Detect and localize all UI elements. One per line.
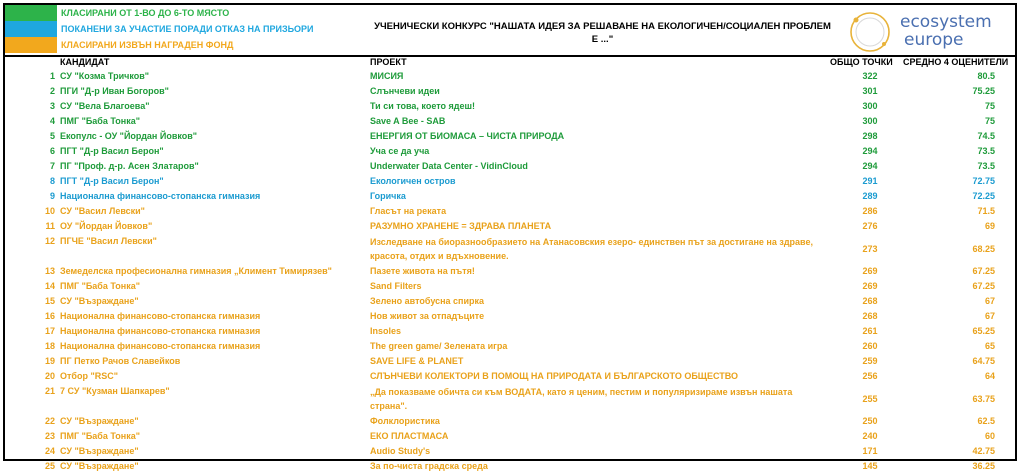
average-score-cell: 75.25 bbox=[972, 86, 995, 96]
rank-cell: 10 bbox=[44, 206, 55, 216]
table-row bbox=[5, 204, 1015, 219]
rank-cell: 11 bbox=[45, 221, 55, 231]
total-points-cell: 294 bbox=[862, 146, 878, 156]
legend-item bbox=[5, 5, 365, 21]
total-points-cell: 250 bbox=[862, 416, 878, 426]
table-row bbox=[5, 144, 1015, 159]
average-score-cell: 75 bbox=[984, 101, 995, 111]
average-score-cell: 69 bbox=[984, 221, 995, 231]
table-row bbox=[5, 264, 1015, 279]
project-cell: Пазете живота на пътя! bbox=[370, 266, 475, 276]
project-cell: ЕНЕРГИЯ ОТ БИОМАСА – ЧИСТА ПРИРОДА bbox=[370, 131, 565, 141]
project-cell: Изследване на биоразнообразието на Атанасовския езеро- единствен път за достигане на здраве, красота, отдих и вдъхновение. bbox=[370, 237, 813, 261]
table-row bbox=[5, 369, 1015, 384]
rank-cell: 2 bbox=[49, 86, 55, 96]
globe-icon bbox=[848, 10, 896, 56]
project-cell: За по-чиста градска среда bbox=[370, 461, 488, 471]
candidate-cell: ПГИ "Д-р Иван Богоров" bbox=[60, 86, 169, 96]
candidate-cell: СУ "Възраждане" bbox=[60, 416, 139, 426]
candidate-cell: Земеделска професионална гимназия „Климент Тимирязев" bbox=[60, 266, 332, 276]
rank-cell: 5 bbox=[49, 131, 55, 141]
project-cell: Горичка bbox=[370, 191, 406, 201]
rank-cell: 8 bbox=[49, 176, 55, 186]
legend-swatch bbox=[5, 37, 57, 53]
total-points-cell: 301 bbox=[862, 86, 878, 96]
average-score-cell: 72.25 bbox=[972, 191, 995, 201]
table-row bbox=[5, 414, 1015, 429]
results-sheet bbox=[3, 3, 1017, 471]
rank-cell: 16 bbox=[44, 311, 55, 321]
table-row bbox=[5, 99, 1015, 114]
candidate-cell: СУ "Възраждане" bbox=[60, 446, 139, 456]
table-row bbox=[5, 444, 1015, 459]
project-cell: Уча се да уча bbox=[370, 146, 430, 156]
table-row bbox=[5, 129, 1015, 144]
average-score-cell: 68.25 bbox=[972, 244, 995, 254]
table-row bbox=[5, 324, 1015, 339]
rank-cell: 12 bbox=[44, 236, 55, 246]
project-cell: Insoles bbox=[370, 326, 402, 336]
total-points-cell: 255 bbox=[862, 394, 878, 404]
candidate-cell: СУ "Васил Левски" bbox=[60, 206, 145, 216]
candidate-cell: СУ "Възраждане" bbox=[60, 296, 139, 306]
total-points-cell: 256 bbox=[862, 371, 878, 381]
total-points-cell: 240 bbox=[862, 431, 878, 441]
legend-swatch bbox=[5, 21, 57, 37]
average-score-cell: 36.25 bbox=[972, 461, 995, 471]
project-cell: Нов живот за отпадъците bbox=[370, 311, 485, 321]
average-score-cell: 67.25 bbox=[972, 281, 995, 291]
project-cell: SAVE LIFE & PLANET bbox=[370, 356, 464, 366]
total-points-cell: 300 bbox=[862, 116, 878, 126]
project-cell: The green game/ Зелената игра bbox=[370, 341, 508, 351]
total-points-cell: 289 bbox=[862, 191, 878, 201]
column-header-average: СРЕДНО 4 ОЦЕНИТЕЛИ bbox=[903, 57, 1009, 67]
average-score-cell: 73.5 bbox=[977, 161, 995, 171]
total-points-cell: 268 bbox=[862, 311, 878, 321]
average-score-cell: 62.5 bbox=[977, 416, 995, 426]
results-table bbox=[5, 69, 1015, 474]
candidate-cell: Екопулс - ОУ "Йордан Йовков" bbox=[60, 131, 198, 141]
project-cell: Ти си това, което ядеш! bbox=[370, 101, 475, 111]
project-cell: Екологичен остров bbox=[370, 176, 456, 186]
average-score-cell: 65 bbox=[984, 341, 995, 351]
table-row bbox=[5, 84, 1015, 99]
total-points-cell: 269 bbox=[862, 266, 878, 276]
average-score-cell: 75 bbox=[984, 116, 995, 126]
total-points-cell: 300 bbox=[862, 101, 878, 111]
average-score-cell: 64.75 bbox=[972, 356, 995, 366]
average-score-cell: 63.75 bbox=[972, 394, 995, 404]
rank-cell: 25 bbox=[44, 461, 55, 471]
rank-cell: 19 bbox=[44, 356, 55, 366]
total-points-cell: 291 bbox=[862, 176, 878, 186]
project-cell: РАЗУМНО ХРАНЕНЕ = ЗДРАВА ПЛАНЕТА bbox=[370, 221, 552, 231]
rank-cell: 13 bbox=[44, 266, 55, 276]
average-score-cell: 74.5 bbox=[977, 131, 995, 141]
average-score-cell: 71.5 bbox=[977, 206, 995, 216]
table-row bbox=[5, 219, 1015, 234]
legend-label: КЛАСИРАНИ ИЗВЪН НАГРАДЕН ФОНД bbox=[61, 40, 234, 50]
candidate-cell: ПГ "Проф. д-р. Асен Златаров" bbox=[60, 161, 199, 171]
legend-item bbox=[5, 21, 365, 37]
total-points-cell: 145 bbox=[862, 461, 878, 471]
total-points-cell: 322 bbox=[862, 71, 878, 81]
table-row bbox=[5, 429, 1015, 444]
project-cell: Зелено автобусна спирка bbox=[370, 296, 485, 306]
rank-cell: 15 bbox=[44, 296, 55, 306]
candidate-cell: ПМГ "Баба Тонка" bbox=[60, 281, 141, 291]
candidate-cell: 7 СУ "Кузман Шапкарев" bbox=[60, 386, 170, 396]
candidate-cell: ПМГ "Баба Тонка" bbox=[60, 431, 141, 441]
legend-label: ПОКАНЕНИ ЗА УЧАСТИЕ ПОРАДИ ОТКАЗ НА ПРИЗЬОРИ bbox=[61, 24, 314, 34]
table-row bbox=[5, 159, 1015, 174]
candidate-cell: СУ "Козма Тричков" bbox=[60, 71, 150, 81]
logo-line-2: europe bbox=[904, 30, 964, 50]
table-row bbox=[5, 309, 1015, 324]
logo-line-1: ecosystem bbox=[900, 12, 992, 32]
rank-cell: 6 bbox=[49, 146, 55, 156]
total-points-cell: 269 bbox=[862, 281, 878, 291]
rank-cell: 24 bbox=[44, 446, 55, 456]
project-cell: Гласът на реката bbox=[370, 206, 447, 216]
table-row bbox=[5, 459, 1015, 474]
candidate-cell: Национална финансово-стопанска гимназия bbox=[60, 326, 261, 336]
rank-cell: 18 bbox=[44, 341, 55, 351]
rank-cell: 20 bbox=[44, 371, 55, 381]
candidate-cell: Отбор "RSC" bbox=[60, 371, 118, 381]
project-cell: МИСИЯ bbox=[370, 71, 404, 81]
average-score-cell: 65.25 bbox=[972, 326, 995, 336]
table-row bbox=[5, 354, 1015, 369]
project-cell: СЛЪНЧЕВИ КОЛЕКТОРИ В ПОМОЩ НА ПРИРОДАТА И БЪЛГАРСКОТО ОБЩЕСТВО bbox=[370, 371, 739, 381]
project-cell: Audio Study's bbox=[370, 446, 431, 456]
rank-cell: 3 bbox=[49, 101, 55, 111]
table-row bbox=[5, 234, 1015, 264]
table-row bbox=[5, 69, 1015, 84]
table-row bbox=[5, 384, 1015, 414]
average-score-cell: 64 bbox=[984, 371, 995, 381]
total-points-cell: 259 bbox=[862, 356, 878, 366]
average-score-cell: 42.75 bbox=[972, 446, 995, 456]
project-cell: Save A Bee - SAB bbox=[370, 116, 446, 126]
candidate-cell: Национална финансово-стопанска гимназия bbox=[60, 341, 261, 351]
candidate-cell: ПМГ "Баба Тонка" bbox=[60, 116, 141, 126]
total-points-cell: 171 bbox=[862, 446, 878, 456]
average-score-cell: 67 bbox=[984, 311, 995, 321]
legend-label: КЛАСИРАНИ ОТ 1-ВО ДО 6-ТО МЯСТО bbox=[61, 8, 230, 18]
candidate-cell: ПГЧЕ "Васил Левски" bbox=[60, 236, 157, 246]
table-row bbox=[5, 174, 1015, 189]
legend-swatch bbox=[5, 5, 57, 21]
project-cell: Sand Filters bbox=[370, 281, 422, 291]
candidate-cell: ОУ "Йордан Йовков" bbox=[60, 221, 153, 231]
column-header-project: ПРОЕКТ bbox=[370, 57, 407, 67]
table-row bbox=[5, 279, 1015, 294]
total-points-cell: 286 bbox=[862, 206, 878, 216]
rank-cell: 22 bbox=[44, 416, 55, 426]
contest-title: УЧЕНИЧЕСКИ КОНКУРС "НАШАТА ИДЕЯ ЗА РЕШАВАНЕ НА ЕКОЛОГИЧЕН/СОЦИАЛЕН ПРОБЛЕМ Е ..." bbox=[374, 21, 831, 45]
column-header-total: ОБЩО ТОЧКИ bbox=[830, 57, 893, 67]
project-cell: Underwater Data Center - VidinCloud bbox=[370, 161, 528, 171]
ecosystem-europe-logo bbox=[848, 10, 992, 56]
project-cell: Слънчеви идеи bbox=[370, 86, 440, 96]
candidate-cell: Национална финансово-стопанска гимназия bbox=[60, 311, 261, 321]
total-points-cell: 276 bbox=[862, 221, 878, 231]
rank-cell: 7 bbox=[49, 161, 55, 171]
rank-cell: 21 bbox=[44, 386, 55, 396]
rank-cell: 1 bbox=[49, 71, 55, 81]
average-score-cell: 80.5 bbox=[977, 71, 995, 81]
average-score-cell: 73.5 bbox=[977, 146, 995, 156]
table-row bbox=[5, 114, 1015, 129]
project-cell: Фолклористика bbox=[370, 416, 440, 426]
total-points-cell: 268 bbox=[862, 296, 878, 306]
table-row bbox=[5, 294, 1015, 309]
average-score-cell: 60 bbox=[984, 431, 995, 441]
candidate-cell: Национална финансово-стопанска гимназия bbox=[60, 191, 261, 201]
candidate-cell: ПГТ "Д-р Васил Берон" bbox=[60, 146, 164, 156]
average-score-cell: 67 bbox=[984, 296, 995, 306]
rank-cell: 17 bbox=[44, 326, 55, 336]
average-score-cell: 72.75 bbox=[972, 176, 995, 186]
total-points-cell: 294 bbox=[862, 161, 878, 171]
candidate-cell: СУ "Възраждане" bbox=[60, 461, 139, 471]
rank-cell: 4 bbox=[49, 116, 55, 126]
column-header-candidate: КАНДИДАТ bbox=[60, 57, 110, 67]
project-cell: ЕКО ПЛАСТМАСА bbox=[370, 431, 449, 441]
legend bbox=[5, 5, 365, 53]
rank-cell: 14 bbox=[44, 281, 55, 291]
legend-item bbox=[5, 37, 365, 53]
candidate-cell: СУ "Вела Благоева" bbox=[60, 101, 150, 111]
candidate-cell: ПГТ "Д-р Васил Берон" bbox=[60, 176, 164, 186]
table-row bbox=[5, 339, 1015, 354]
total-points-cell: 260 bbox=[862, 341, 878, 351]
rank-cell: 23 bbox=[44, 431, 55, 441]
candidate-cell: ПГ Петко Рачов Славейков bbox=[60, 356, 181, 366]
project-cell: „Да показваме обичта си към ВОДАТА, като я ценим, пестим и популяризираме извън нашата страна". bbox=[370, 387, 793, 411]
total-points-cell: 261 bbox=[862, 326, 878, 336]
average-score-cell: 67.25 bbox=[972, 266, 995, 276]
total-points-cell: 298 bbox=[862, 131, 878, 141]
total-points-cell: 273 bbox=[862, 244, 878, 254]
rank-cell: 9 bbox=[49, 191, 55, 201]
table-row bbox=[5, 189, 1015, 204]
